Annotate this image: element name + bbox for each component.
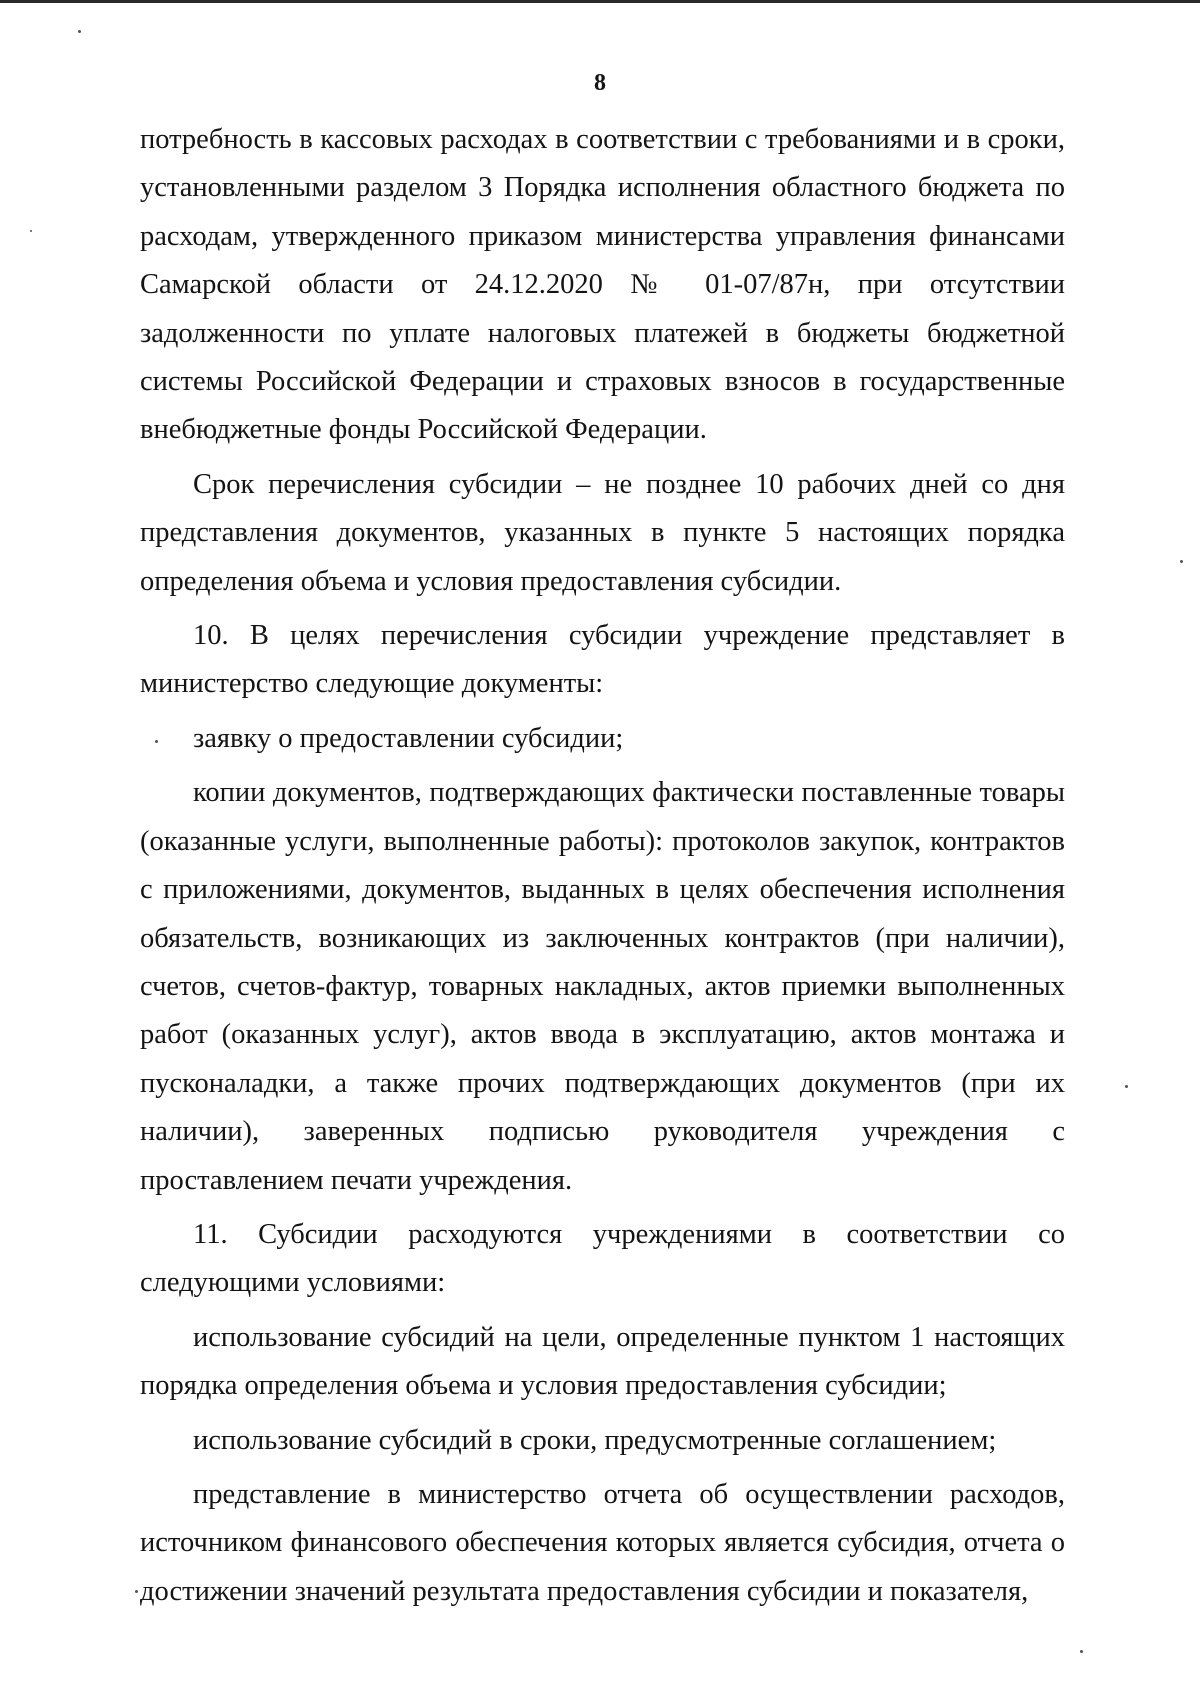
scan-speck	[135, 1590, 138, 1593]
paragraph-item-10: 10. В целях перечисления субсидии учреждение представляет в министерство следующие документы:	[140, 620, 1065, 700]
scan-speck	[155, 740, 158, 743]
scan-speck	[78, 30, 81, 33]
paragraph-subsidy-request: заявку о предоставлении субсидии;	[193, 722, 624, 754]
scan-speck	[1180, 560, 1183, 563]
paragraph-transfer-deadline: Срок перечисления субсидии – не позднее 10 рабочих дней со дня представления документов, указанных в пункте 5 настоящих порядка определения объема и условия предоставления субсидии.	[140, 468, 1065, 597]
page-number: 8	[594, 70, 606, 96]
paragraph-document-copies: копии документов, подтверждающих фактически поставленные товары (оказанные услуги, выполненные работы): протоколов закупок, контрактов с приложениями, документов, выданных в целях обеспечения исполнения обязательств, возникающих из заключенных контрактов (при наличии), счетов, счетов-фактур, товарных накладных, актов приемки выполненных работ (оказанных услуг), актов ввода в эксплуатацию, актов монтажа и пусконаладки, а также прочих подтверждающих документов (при их наличии), заверенных подписью руководителя учреждения с проставлением печати учреждения.	[140, 777, 1065, 1196]
paragraph-cash-expenses: потребность в кассовых расходах в соответствии с требованиями и в сроки, установленными разделом 3 Порядка исполнения областного бюджета по расходам, утвержденного приказом министерства управления финансами Самарской области от 24.12.2020 № 01-07/87н, при отсутствии задолженности по уплате налоговых платежей в бюджеты бюджетной системы Российской Федерации и страховых взносов в государственные внебюджетные фонды Российской Федерации.	[140, 124, 1065, 446]
scan-speck	[30, 230, 32, 232]
paragraph-item-11: 11. Субсидии расходуются учреждениями в соответствии со следующими условиями:	[140, 1218, 1065, 1299]
scan-speck	[1080, 1650, 1083, 1653]
paragraph-use-for-purposes: использование субсидий на цели, определенные пунктом 1 настоящих порядка определения объема и условия предоставления субсидии;	[140, 1321, 1065, 1402]
paragraph-use-in-time: использование субсидий в сроки, предусмотренные соглашением;	[193, 1424, 997, 1456]
document-body	[140, 116, 1065, 1616]
scan-speck	[1125, 1085, 1128, 1088]
paragraph-reporting: представление в министерство отчета об осуществлении расходов, источником финансового обеспечения которых является субсидия, отчета о достижении значений результата предоставления субсидии и показателя,	[140, 1478, 1065, 1607]
page-top-border	[0, 0, 1200, 3]
